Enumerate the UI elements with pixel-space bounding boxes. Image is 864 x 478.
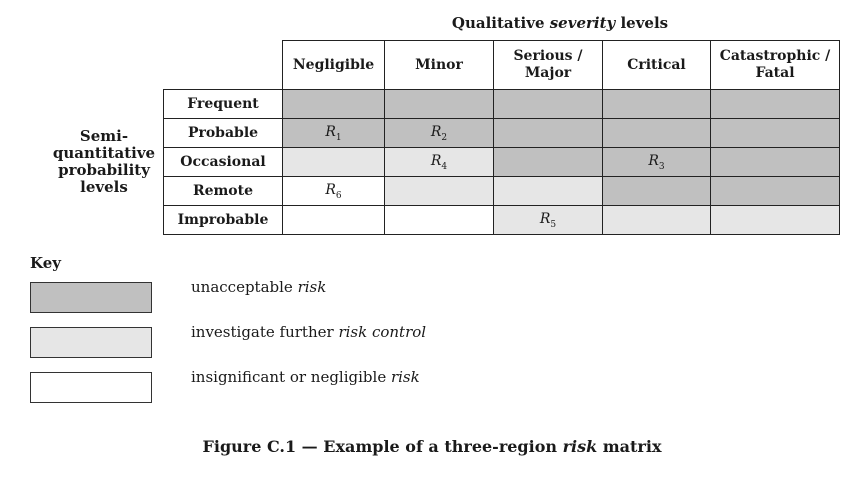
matrix-cell	[494, 148, 603, 177]
matrix-cell	[494, 119, 603, 148]
matrix-cell	[283, 177, 385, 206]
key-title: Key	[30, 254, 61, 272]
probability-axis-title: Semi- quantitative probability levels	[52, 127, 156, 196]
matrix-row-improbable	[164, 206, 840, 235]
matrix-cell	[494, 206, 603, 235]
risk-marker: $R_5$	[539, 210, 557, 230]
row-label-occasional: Occasional	[164, 148, 283, 177]
key-text-investigate: investigate further risk control	[191, 323, 427, 341]
matrix-cell	[603, 177, 711, 206]
severity-axis-title: Qualitative severity levels	[451, 14, 669, 32]
matrix-row-remote	[164, 177, 840, 206]
risk-matrix	[163, 40, 840, 235]
row-label-probable: Probable	[164, 119, 283, 148]
risk-marker: $R_2$	[430, 123, 448, 143]
matrix-corner	[164, 41, 283, 90]
matrix-cell	[283, 148, 385, 177]
row-label-frequent: Frequent	[164, 90, 283, 119]
matrix-cell	[711, 148, 840, 177]
key-text-insignificant: insignificant or negligible risk	[191, 368, 420, 386]
figure-caption: Figure C.1 — Example of a three-region risk matrix	[202, 437, 662, 456]
risk-marker: $R_4$	[430, 152, 448, 172]
matrix-row-frequent	[164, 90, 840, 119]
row-label-improbable: Improbable	[164, 206, 283, 235]
col-header-minor: Minor	[385, 41, 494, 90]
matrix-cell	[711, 119, 840, 148]
key-swatch-unacceptable	[30, 282, 152, 313]
risk-marker: $R_1$	[325, 123, 342, 143]
matrix-cell	[494, 177, 603, 206]
key-text-unacceptable: unacceptable risk	[191, 278, 327, 296]
matrix-cell	[603, 148, 711, 177]
col-header-negligible: Negligible	[283, 41, 385, 90]
risk-marker: $R_6$	[325, 181, 342, 201]
matrix-cell	[385, 148, 494, 177]
col-header-serious-major: Serious / Major	[494, 41, 603, 90]
matrix-cell	[603, 119, 711, 148]
matrix-cell	[283, 119, 385, 148]
matrix-cell	[711, 206, 840, 235]
matrix-cell	[283, 206, 385, 235]
matrix-cell	[603, 206, 711, 235]
matrix-cell	[385, 177, 494, 206]
row-label-remote: Remote	[164, 177, 283, 206]
matrix-cell	[385, 119, 494, 148]
matrix-cell	[711, 90, 840, 119]
matrix-row-occasional	[164, 148, 840, 177]
matrix-row-probable	[164, 119, 840, 148]
matrix-cell	[711, 177, 840, 206]
col-header-critical: Critical	[603, 41, 711, 90]
matrix-cell	[283, 90, 385, 119]
key-swatch-investigate	[30, 327, 152, 358]
col-header-catastrophic-fatal: Catastrophic / Fatal	[711, 41, 840, 90]
matrix-cell	[385, 206, 494, 235]
severity-header-row	[164, 41, 840, 90]
matrix-cell	[603, 90, 711, 119]
risk-marker: $R_3$	[648, 152, 665, 172]
key-swatch-insignificant	[30, 372, 152, 403]
matrix-cell	[494, 90, 603, 119]
matrix-cell	[385, 90, 494, 119]
